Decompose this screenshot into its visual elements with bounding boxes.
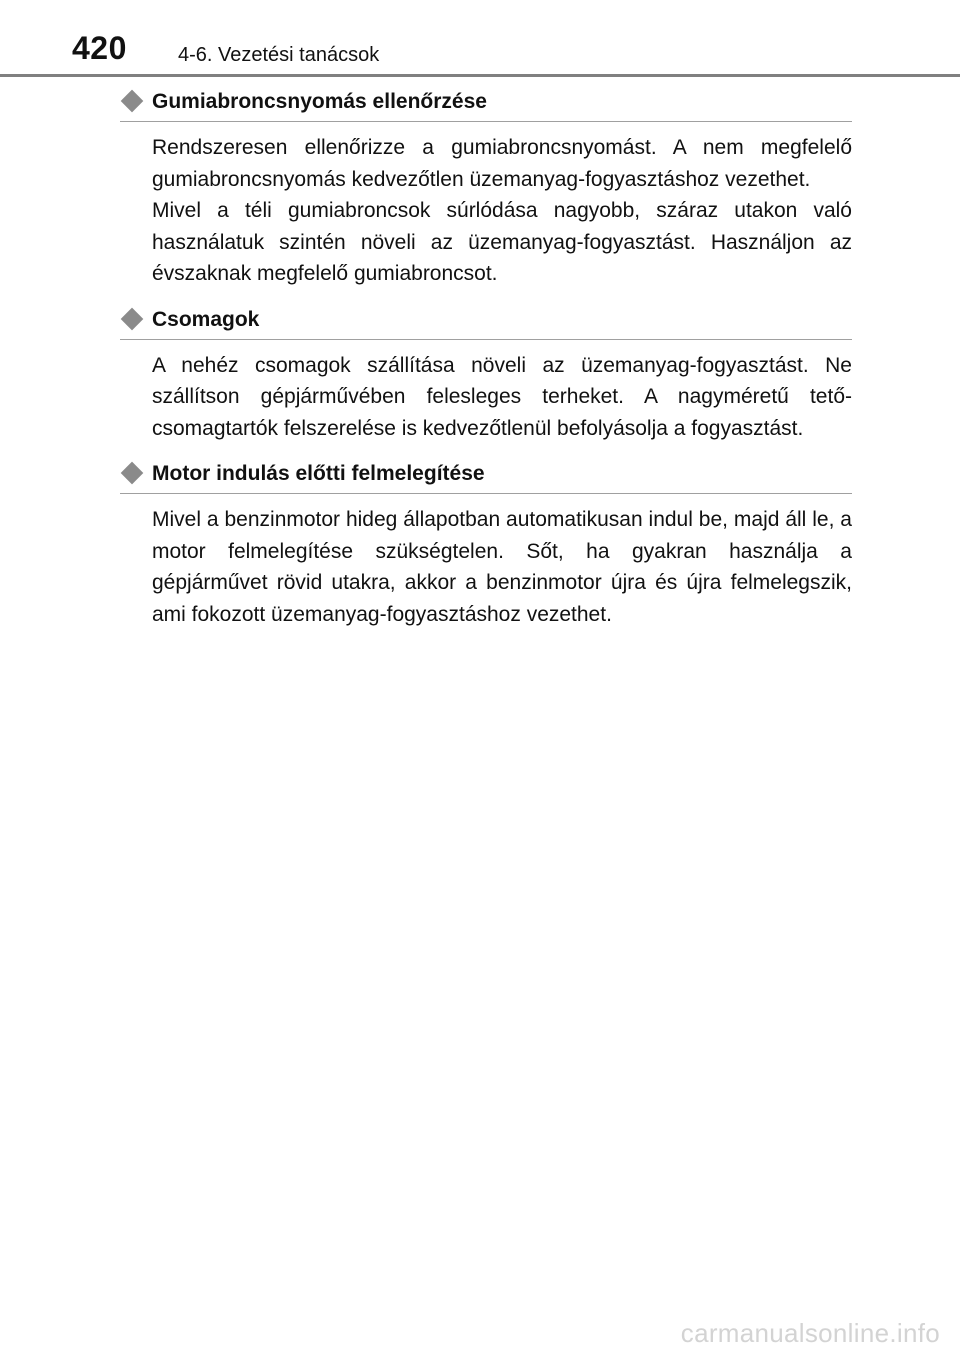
page-number: 420 <box>72 30 127 66</box>
section-body <box>152 504 852 630</box>
chapter-title: 4-6. Vezetési tanácsok <box>178 44 380 66</box>
section-heading <box>120 304 852 340</box>
section-engine-warmup <box>112 458 852 630</box>
section-tire-pressure <box>112 86 852 290</box>
diamond-bullet-icon <box>121 90 144 113</box>
diamond-bullet-icon <box>121 462 144 485</box>
page-content <box>112 86 852 644</box>
section-body <box>152 350 852 445</box>
section-title: Motor indulás előtti felmelegítése <box>152 462 485 485</box>
paragraph: Rendszeresen ellenőrizze a gumiabroncsnyomást. A nem megfelelő gumiabroncsnyomás kedvezőtlen üzemanyag-fogyasztáshoz vezethet. <box>152 136 852 191</box>
section-title: Gumiabroncsnyomás ellenőrzése <box>152 90 487 113</box>
paragraph: Mivel a benzinmotor hideg állapotban automatikusan indul be, majd áll le, a motor felmelegítése szükségtelen. Sőt, ha gyakran használja a gépjárművet rövid utakra, akkor a benzinmotor újra és újra felmelegszik, ami fokozott üzemanyag-fogyasztáshoz vezethet. <box>152 508 852 626</box>
paragraph: A nehéz csomagok szállítása növeli az üzemanyag-fogyasztást. Ne szállítson gépjárművében felesleges terheket. A nagyméretű tetőcsomagtartók felszerelése is kedvezőtlenül befolyásolja a fogyasztást. <box>152 353 852 440</box>
section-heading <box>120 458 852 494</box>
watermark: carmanualsonline.info <box>680 1318 940 1348</box>
section-luggage <box>112 304 852 445</box>
header-divider <box>0 74 960 77</box>
section-heading <box>120 86 852 122</box>
paragraph: Mivel a téli gumiabroncsok súrlódása nagyobb, száraz utakon való használatuk szintén növeli az üzemanyag-fogyasztást. Használjon az évszaknak megfelelő gumiabroncsot. <box>152 199 852 285</box>
section-title: Csomagok <box>152 307 260 331</box>
diamond-bullet-icon <box>121 307 144 330</box>
section-body <box>152 132 852 290</box>
page-header <box>0 0 960 80</box>
